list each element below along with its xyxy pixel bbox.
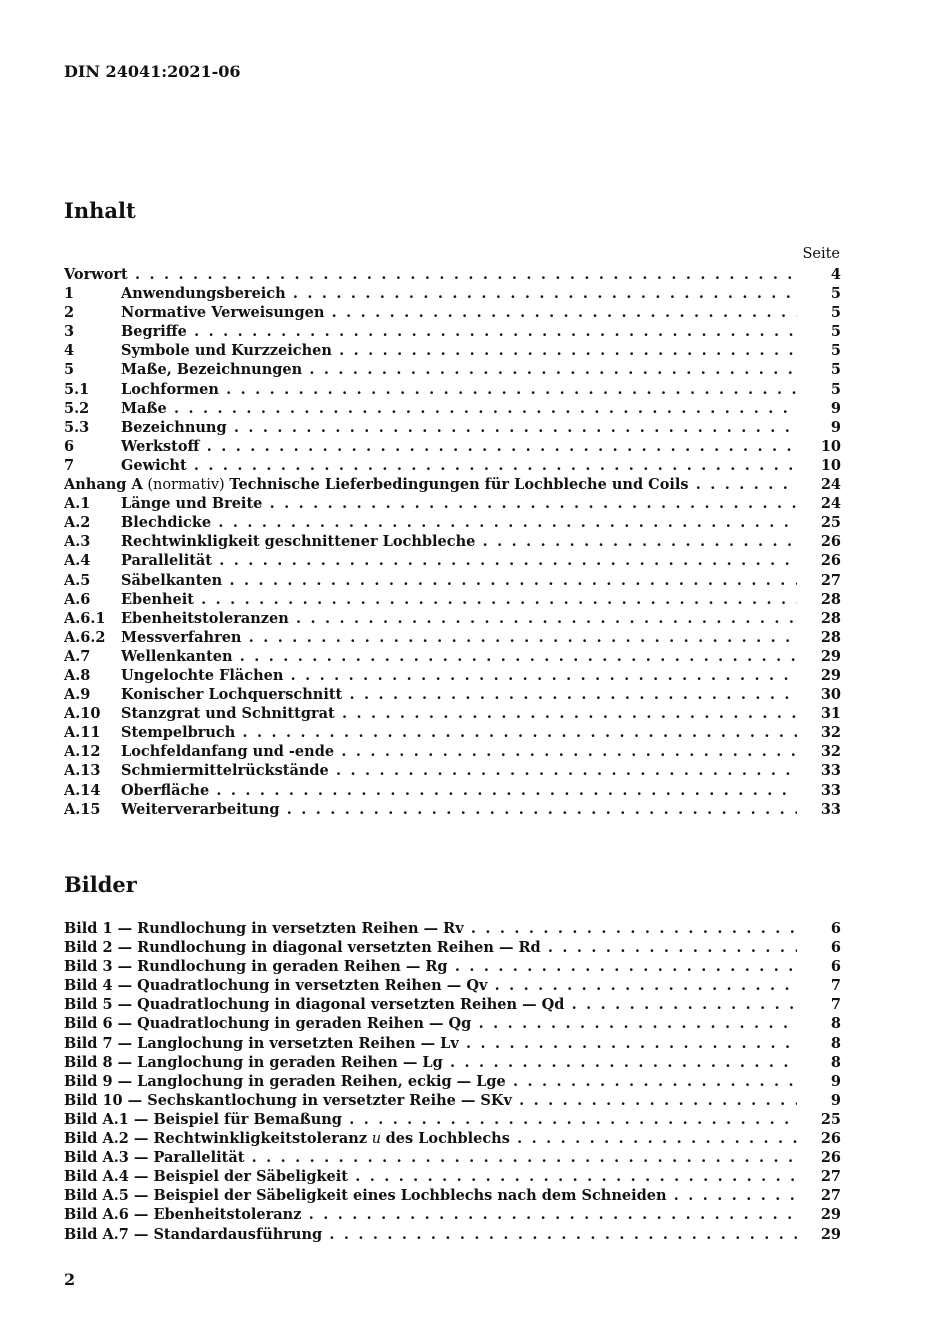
toc-entry-title: Symbole und Kurzzeichen <box>121 342 332 360</box>
toc-entry[interactable] <box>64 628 841 647</box>
toc-entry[interactable] <box>64 265 841 284</box>
toc-entry-number: 5 <box>64 361 75 379</box>
figure-entry-title: Bild A.3 — Parallelität <box>64 1149 245 1167</box>
toc-entry-number: A.4 <box>64 552 91 570</box>
figure-entry-title-line <box>64 976 797 996</box>
toc-entry-title-line <box>121 551 797 571</box>
toc-entry[interactable] <box>64 456 841 475</box>
figure-entry[interactable] <box>64 1167 841 1186</box>
toc-entry-number: 2 <box>64 304 75 322</box>
toc-entry-title-line <box>121 532 797 552</box>
toc-entry-title-line <box>121 666 797 686</box>
toc-entry-number: 4 <box>64 342 75 360</box>
figure-entry-page: 7 <box>830 996 841 1014</box>
figure-entry-title: Bild 1 — Rundlochung in versetzten Reihen — Rv <box>64 920 464 937</box>
toc-entry[interactable] <box>64 666 841 685</box>
figure-entry-page: 6 <box>830 920 841 937</box>
figure-entry[interactable] <box>64 1034 841 1053</box>
figure-entry[interactable] <box>64 976 841 995</box>
figure-entry-page: 26 <box>820 1130 841 1148</box>
toc-entry-number: A.10 <box>64 705 101 723</box>
figure-entry-title-line <box>64 1014 797 1034</box>
figure-entry-symbol: u <box>371 1131 382 1148</box>
figure-entry-title: Bild 3 — Rundlochung in geraden Reihen — Rg <box>64 958 448 976</box>
figure-entry-title: Bild A.6 — Ebenheitstoleranz <box>64 1206 302 1224</box>
figure-entry-title: Bild 2 — Rundlochung in diagonal versetzten Reihen — Rd <box>64 939 541 957</box>
toc-entry-title-line <box>121 704 797 724</box>
figure-entry[interactable] <box>64 1129 841 1148</box>
figure-entry-title-line <box>64 1148 797 1168</box>
toc-entry-number: A.7 <box>64 647 91 665</box>
figure-entry[interactable] <box>64 1072 841 1091</box>
toc-entry-page: 33 <box>820 800 841 818</box>
toc-entry[interactable] <box>64 380 841 399</box>
toc-entry-number: A.11 <box>64 724 101 742</box>
toc-entry[interactable] <box>64 303 841 322</box>
figure-entry-title: Bild 4 — Quadratlochung in versetzten Reihen — Qv <box>64 977 488 995</box>
figure-entry-title-line <box>64 1091 797 1111</box>
figure-entry-page: 26 <box>820 1149 841 1167</box>
figure-entry-title-line <box>64 1053 797 1073</box>
toc-entry-number: A.14 <box>64 781 101 799</box>
toc-entry-number: A.6.1 <box>64 609 106 627</box>
toc-entry[interactable] <box>64 437 841 456</box>
toc-entry-title: Rechtwinkligkeit geschnittener Lochbleche <box>121 533 476 551</box>
toc-entry[interactable] <box>64 322 841 341</box>
toc-entry[interactable] <box>64 551 841 570</box>
figure-entry-title: Bild A.4 — Beispiel der Säbeligkeit <box>64 1168 348 1186</box>
figure-entry[interactable] <box>64 1053 841 1072</box>
figure-entry-page: 29 <box>820 1206 841 1224</box>
toc-entry[interactable] <box>64 647 841 666</box>
figure-entry-page: 9 <box>830 1091 841 1109</box>
toc-entry-number: A.3 <box>64 533 91 551</box>
figure-entry-title: Bild 6 — Quadratlochung in geraden Reihen — Qg <box>64 1015 472 1033</box>
toc-entry-title: Oberfläche <box>121 781 210 799</box>
toc-entry-page: 24 <box>820 495 841 513</box>
figure-entry-title-line <box>64 1186 797 1206</box>
figures-heading: Bilder <box>64 872 137 897</box>
toc-entry-title: Säbelkanten <box>121 571 223 589</box>
toc-entry-page: 33 <box>820 762 841 780</box>
figure-entry-page: 8 <box>830 1053 841 1071</box>
toc-entry[interactable] <box>64 571 841 590</box>
toc-entry-page: 5 <box>830 380 841 398</box>
toc-entry-number: A.2 <box>64 514 91 532</box>
toc-entry-title: Ebenheitstoleranzen <box>121 609 289 627</box>
toc-entry[interactable] <box>64 341 841 360</box>
toc-entry-page: 30 <box>820 686 841 704</box>
toc-entry-title: Maße <box>121 399 167 417</box>
toc-entry-title: Ungelochte Flächen <box>121 666 284 684</box>
toc-entry-number: A.8 <box>64 666 91 684</box>
toc-entry-title-line <box>64 265 797 285</box>
figure-entry-title: Bild 9 — Langlochung in geraden Reihen, eckig — Lge <box>64 1072 506 1090</box>
figure-entry-page: 25 <box>820 1110 841 1128</box>
figure-entry-page: 29 <box>820 1225 841 1243</box>
toc-entry-page: 5 <box>830 285 841 303</box>
figure-entry-title-line <box>64 1034 797 1054</box>
figure-entry-title-line <box>64 1072 797 1092</box>
toc-list <box>64 265 841 819</box>
toc-entry-page: 5 <box>830 342 841 360</box>
toc-entry-title-line <box>121 647 797 667</box>
toc-entry-page: 26 <box>820 552 841 570</box>
toc-entry-page: 27 <box>820 571 841 589</box>
toc-entry-number: A.15 <box>64 800 101 818</box>
toc-entry-title-line <box>121 418 797 438</box>
toc-entry[interactable] <box>64 609 841 628</box>
toc-entry-number: A.1 <box>64 495 91 513</box>
figure-entry-title: Bild 5 — Quadratlochung in diagonal versetzten Reihen — Qd <box>64 996 565 1014</box>
toc-entry-title-line <box>64 475 797 495</box>
toc-entry-number: 7 <box>64 456 75 474</box>
figure-entry-page: 6 <box>830 939 841 957</box>
toc-entry-title-line <box>121 609 797 629</box>
toc-entry-title-line <box>121 628 797 648</box>
toc-entry-title-line <box>121 723 797 743</box>
toc-entry-title-line <box>121 781 797 801</box>
toc-entry-title: Parallelität <box>121 552 212 570</box>
figure-entry[interactable] <box>64 1205 841 1224</box>
toc-entry-title: Schmiermittelrückstände <box>121 762 329 780</box>
figure-entry[interactable] <box>64 919 841 938</box>
toc-entry[interactable] <box>64 532 841 551</box>
figure-entry-page: 8 <box>830 1015 841 1033</box>
toc-entry-page: 29 <box>820 666 841 684</box>
figure-entry-title: Bild A.7 — Standardausführung <box>64 1225 323 1243</box>
toc-entry[interactable] <box>64 418 841 437</box>
toc-entry-page: 9 <box>830 399 841 417</box>
annex-type: (normativ) <box>147 477 225 494</box>
toc-entry-title-line <box>121 322 797 342</box>
toc-entry[interactable] <box>64 685 841 704</box>
toc-entry-number: A.12 <box>64 743 101 761</box>
figure-entry-page: 9 <box>830 1072 841 1090</box>
page-column-label: Seite <box>802 246 840 262</box>
toc-entry[interactable] <box>64 360 841 379</box>
toc-entry-page: 5 <box>830 323 841 341</box>
toc-entry[interactable] <box>64 723 841 742</box>
toc-entry-number: A.6 <box>64 590 91 608</box>
toc-entry[interactable] <box>64 800 841 819</box>
figure-entry[interactable] <box>64 1091 841 1110</box>
figure-entry-title-line <box>64 1110 797 1130</box>
toc-entry-title-line <box>121 437 797 457</box>
toc-entry-number: A.9 <box>64 686 91 704</box>
figure-entry-page: 27 <box>820 1187 841 1205</box>
toc-entry[interactable] <box>64 590 841 609</box>
toc-entry[interactable] <box>64 742 841 761</box>
document-id: DIN 24041:2021-06 <box>64 62 241 81</box>
annex-label: Anhang A <box>64 476 143 494</box>
toc-entry-number: A.13 <box>64 762 101 780</box>
toc-entry-page: 28 <box>820 590 841 608</box>
toc-entry-title: Vorwort <box>64 266 128 283</box>
figure-entry[interactable] <box>64 957 841 976</box>
figure-entry-title-line <box>64 919 797 939</box>
toc-entry[interactable] <box>64 399 841 418</box>
figure-entry-title-rest: des Lochblechs <box>385 1130 510 1148</box>
toc-entry-number: A.6.2 <box>64 628 106 646</box>
toc-heading: Inhalt <box>64 198 136 223</box>
toc-entry-number: A.5 <box>64 571 91 589</box>
figure-entry[interactable] <box>64 1110 841 1129</box>
toc-entry-page: 31 <box>820 705 841 723</box>
figure-entry-title: Bild 7 — Langlochung in versetzten Reihen — Lv <box>64 1034 459 1052</box>
toc-entry-title: Werkstoff <box>121 437 200 455</box>
figure-entry-title: Bild A.5 — Beispiel der Säbeligkeit eines Lochblechs nach dem Schneiden <box>64 1187 667 1205</box>
toc-entry-page: 24 <box>820 476 841 494</box>
toc-entry-title: Lochfeldanfang und -ende <box>121 743 335 761</box>
toc-entry[interactable] <box>64 781 841 800</box>
toc-entry-number: 1 <box>64 285 75 303</box>
toc-entry-title: Technische Lieferbedingungen für Lochbleche und Coils <box>229 476 689 494</box>
figure-entry[interactable] <box>64 995 841 1014</box>
toc-entry-title-line <box>121 380 797 400</box>
toc-entry-number: 5.1 <box>64 380 90 398</box>
toc-entry-title: Länge und Breite <box>121 495 263 513</box>
toc-entry-title-line <box>121 284 797 304</box>
toc-entry-title-line <box>121 685 797 705</box>
figure-entry-title-line <box>64 1129 797 1149</box>
figure-entry-page: 6 <box>830 958 841 976</box>
figure-entry[interactable] <box>64 1186 841 1205</box>
toc-entry-title: Lochformen <box>121 380 219 398</box>
toc-entry-title: Weiterverarbeitung <box>121 800 280 818</box>
page-number: 2 <box>64 1270 76 1289</box>
toc-entry-page: 9 <box>830 418 841 436</box>
figure-entry-page: 27 <box>820 1168 841 1186</box>
toc-entry-title: Stanzgrat und Schnittgrat <box>121 705 335 723</box>
toc-entry-title-line <box>121 399 797 419</box>
figure-entry-title-line <box>64 1205 797 1225</box>
toc-entry-page: 26 <box>820 533 841 551</box>
toc-entry-title: Gewicht <box>121 456 187 474</box>
toc-entry[interactable] <box>64 761 841 780</box>
toc-entry-title: Blechdicke <box>121 514 212 532</box>
figure-entry-title: Bild A.2 — Rechtwinkligkeitstoleranz <box>64 1130 368 1148</box>
toc-entry[interactable] <box>64 494 841 513</box>
toc-entry-title-line <box>121 571 797 591</box>
toc-entry[interactable] <box>64 284 841 303</box>
toc-entry-title: Stempelbruch <box>121 724 236 742</box>
toc-entry-number: 5.3 <box>64 418 90 436</box>
toc-entry-number: 5.2 <box>64 399 90 417</box>
toc-entry-page: 33 <box>820 781 841 799</box>
figure-entry-title-line <box>64 1225 797 1245</box>
toc-entry-page: 4 <box>830 266 841 283</box>
toc-entry-title: Konischer Lochquerschnitt <box>121 686 343 704</box>
toc-entry-title-line <box>121 513 797 533</box>
toc-entry-page: 5 <box>830 361 841 379</box>
figure-entry-page: 8 <box>830 1034 841 1052</box>
toc-entry-title: Wellenkanten <box>121 647 233 665</box>
figure-entry[interactable] <box>64 938 841 957</box>
toc-entry[interactable] <box>64 513 841 532</box>
toc-entry-title-line <box>121 360 797 380</box>
toc-entry-page: 25 <box>820 514 841 532</box>
toc-entry-title-line <box>121 742 797 762</box>
toc-entry-page: 5 <box>830 304 841 322</box>
figures-list <box>64 919 841 1244</box>
toc-entry-title-line <box>121 761 797 781</box>
figure-entry[interactable] <box>64 1014 841 1033</box>
toc-entry-page: 29 <box>820 647 841 665</box>
figure-entry-title-line <box>64 938 797 958</box>
figure-entry[interactable] <box>64 1225 841 1244</box>
toc-entry-title-line <box>121 494 797 514</box>
toc-entry-page: 32 <box>820 743 841 761</box>
toc-entry-title: Messverfahren <box>121 628 242 646</box>
figure-entry-title: Bild 10 — Sechskantlochung in versetzter Reihe — SKv <box>64 1091 512 1109</box>
toc-entry-title-line <box>121 303 797 323</box>
toc-entry-title: Ebenheit <box>121 590 194 608</box>
toc-entry-title: Maße, Bezeichnungen <box>121 361 303 379</box>
toc-entry-title: Anwendungsbereich <box>121 285 286 303</box>
toc-entry-title-line <box>121 341 797 361</box>
figure-entry-title-line <box>64 957 797 977</box>
figure-entry-page: 7 <box>830 977 841 995</box>
toc-entry-page: 10 <box>820 437 841 455</box>
toc-entry-page: 28 <box>820 609 841 627</box>
toc-entry-title-line <box>121 800 797 820</box>
figure-entry-title-line <box>64 995 797 1015</box>
toc-entry-title: Bezeichnung <box>121 418 227 436</box>
toc-entry-page: 28 <box>820 628 841 646</box>
figure-entry[interactable] <box>64 1148 841 1167</box>
toc-entry-page: 10 <box>820 456 841 474</box>
figure-entry-title: Bild A.1 — Beispiel für Bemaßung <box>64 1110 342 1128</box>
toc-entry-title-line <box>121 590 797 610</box>
toc-entry-title: Normative Verweisungen <box>121 304 325 322</box>
figure-entry-title-line <box>64 1167 797 1187</box>
toc-entry[interactable] <box>64 704 841 723</box>
toc-entry-title: Begriffe <box>121 323 187 341</box>
figure-entry-title: Bild 8 — Langlochung in geraden Reihen — Lg <box>64 1053 443 1071</box>
toc-entry[interactable] <box>64 475 841 494</box>
toc-entry-number: 6 <box>64 437 75 455</box>
toc-entry-number: 3 <box>64 323 75 341</box>
toc-entry-title-line <box>121 456 797 476</box>
toc-entry-page: 32 <box>820 724 841 742</box>
